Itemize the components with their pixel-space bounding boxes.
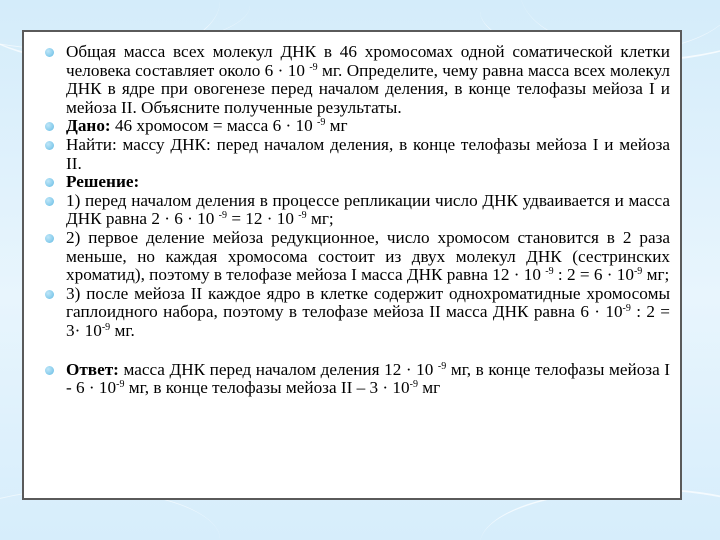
list-item-text: Общая масса всех молекул ДНК в 46 хромосомах одной соматической клетки человека составляет около 6 · 10 $^{-9}$ мг. Определите, чему равна масса всех молекул ДНК в ядре при овогенезе перед началом деления, в конце телофазы мейоза I и мейоза II. Объясните полученные результаты.: [66, 42, 670, 117]
list-item: [36, 192, 670, 229]
list-item-text: масса ДНК перед началом деления 12 · 10 $^{-9}$ мг, в конце телофазы мейоза $I - 6 \cdot 10^{-9}$ мг, в конце телофазы мейоза II – $3 \cdot 10^{-9}$ мг: [66, 359, 670, 398]
disc-bullet-icon: [45, 197, 54, 206]
list-item-text: Найти: массу ДНК: перед началом деления, в конце телофазы мейоза I и мейоза II.: [66, 134, 670, 173]
list-item: [36, 285, 670, 341]
disc-bullet-icon: [45, 141, 54, 150]
disc-bullet-icon: [45, 178, 54, 187]
list-item: [36, 43, 670, 117]
disc-bullet-icon: [45, 122, 54, 131]
content-panel: [22, 30, 682, 500]
disc-bullet-icon: [45, 234, 54, 243]
list-item: [36, 361, 670, 398]
list-item-text: 1) перед началом деления в процессе репликации число ДНК удваивается и масса ДНК равна 2 · 6 · 10 $^{-9}$ = 12 · 10 $^{-9}$ мг;: [66, 190, 670, 229]
list-item-text: 3) после мейоза II каждое ядро в клетке содержит однохроматидные хромосомы гаплоидного набора, поэтому в телофазе мейоза II масса ДНК равна $6 \cdot 10^{-9}$ : $2 = 3\cdot 10^{-9}$ мг.: [66, 283, 670, 340]
bold-label: Дано:: [66, 116, 111, 136]
list-item-text: 2) первое деление мейоза редукционное, число хромосом становится в 2 раза меньше, но каждая хромосома состоит из двух молекул ДНК (сестринских хроматид), поэтому в телофазе мейоза I масса ДНК равна 12 · 10 $^{-9}$ : $2 = 6 \cdot 10^{-9}$ мг;: [66, 227, 670, 285]
bold-label: Ответ:: [66, 359, 119, 379]
list-item: [36, 117, 670, 136]
list-item: [36, 229, 670, 285]
bullet-list: [24, 32, 680, 398]
list-item: [36, 136, 670, 173]
disc-bullet-icon: [45, 48, 54, 57]
disc-bullet-icon: [45, 366, 54, 375]
disc-bullet-icon: [45, 290, 54, 299]
list-item-text: 46 хромосом = масса 6 · 10 $^{-9}$ мг: [110, 116, 348, 136]
bold-label: Решение:: [66, 172, 140, 192]
list-item: [36, 173, 670, 192]
